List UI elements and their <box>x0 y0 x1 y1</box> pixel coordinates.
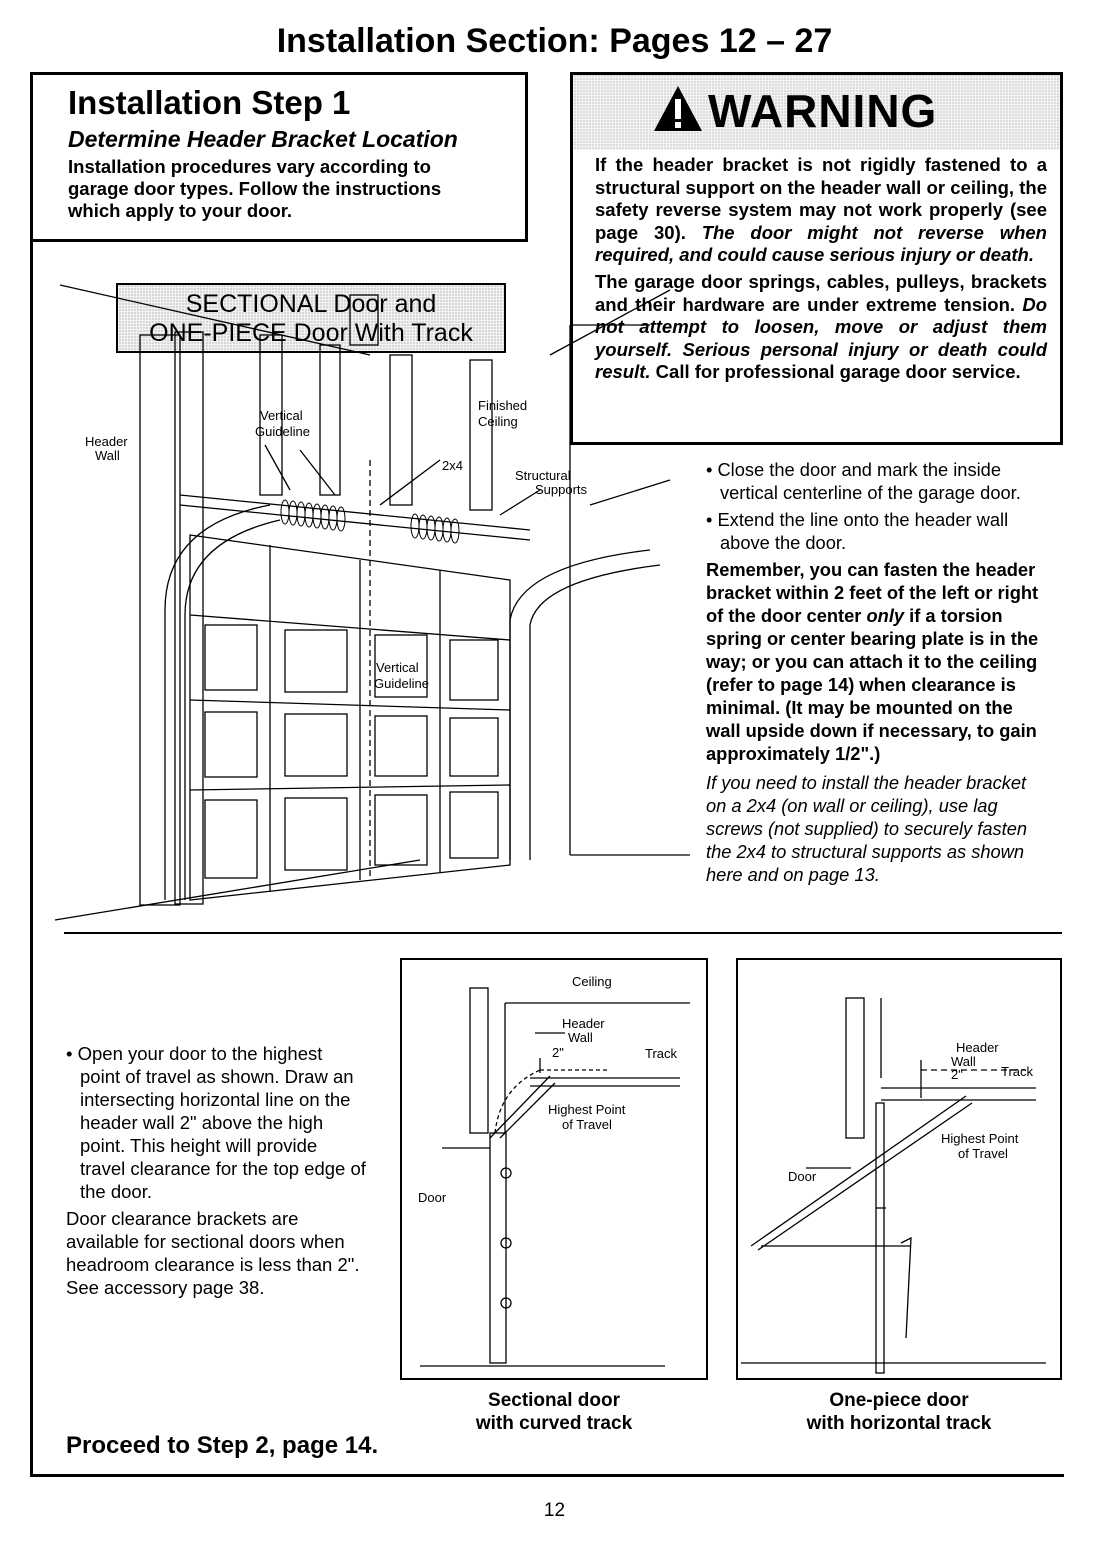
remember-only: only <box>866 605 905 626</box>
warning-p2-c: Call for professional garage door service. <box>650 361 1021 383</box>
sectional-banner-line2: ONE-PIECE Door With Track <box>149 319 473 347</box>
lag-screws-note: If you need to install the header bracket on a 2x4 (on wall or ceiling), use lag screws (not supplied) to securely fasten the 2x4 to structural supports as shown here and on page 13. <box>706 772 1028 885</box>
finished-ceiling-label: Finished <box>478 398 528 413</box>
step-subtitle: Determine Header Bracket Location <box>68 126 458 152</box>
one-piece-door-caption <box>736 1389 1062 1435</box>
warning-label: WARNING <box>708 85 938 137</box>
wall-label: Wall <box>951 1054 976 1069</box>
door-label: Door <box>418 1190 447 1205</box>
sectional-banner-line1: SECTIONAL Door and <box>185 290 437 318</box>
one-piece-caption-line2: with horizontal track <box>806 1413 992 1434</box>
track-label: Track <box>645 1046 678 1061</box>
extend-line-bullet: • Extend the line onto the header wall above the door. <box>706 509 1009 553</box>
of-travel-label: of Travel <box>562 1117 612 1132</box>
open-door-bullet: • Open your door to the highest point of travel as shown. Draw an intersecting horizontal line on the header wall 2" above the high point. This height will provide travel clearance for the top edge of the door. <box>66 1043 366 1202</box>
header-label: Header <box>562 1016 605 1031</box>
close-door-bullet: • Close the door and mark the inside vertical centerline of the garage door. <box>706 459 1021 503</box>
wall-label: Wall <box>568 1030 593 1045</box>
step-title: Installation Step 1 <box>68 84 351 121</box>
page-title: Installation Section: Pages 12 – 27 <box>276 22 833 60</box>
section-divider <box>64 932 1062 934</box>
two-by-four-label: 2x4 <box>442 458 463 473</box>
of-travel-label: of Travel <box>958 1146 1008 1161</box>
structural-supports-label-2: Supports <box>535 482 588 497</box>
sectional-door-diagram <box>400 958 708 1380</box>
one-piece-door-diagram <box>736 958 1062 1380</box>
remember-text-a: Remember, you can fasten the header bracket within 2 feet of the left or right of the door center <box>706 559 1039 626</box>
proceed-instruction: Proceed to Step 2, page 14. <box>66 1432 379 1459</box>
sectional-caption-line2: with curved track <box>475 1413 633 1434</box>
two-inch-label: 2" <box>552 1045 564 1060</box>
warning-triangle-icon <box>652 84 704 134</box>
highest-point-label: Highest Point <box>941 1131 1019 1146</box>
remember-paragraph <box>706 558 1051 765</box>
sectional-caption-line1: Sectional door <box>488 1390 620 1411</box>
warning-p1-b: The door might not reverse when required, and could cause serious injury or death. <box>595 221 1047 266</box>
bottom-border-rule <box>30 1474 1064 1477</box>
lower-left-text <box>66 1042 366 1299</box>
warning-p2-a: The garage door springs, cables, pulleys, brackets and their hardware are under extreme tension. <box>595 270 1047 315</box>
sectional-door-caption <box>400 1389 708 1435</box>
structural-supports-label: Structural <box>515 468 571 483</box>
garage-door-illustration <box>30 280 690 930</box>
header-wall-label-2: Wall <box>95 448 120 463</box>
remember-text-b: if a torsion spring or center bearing plate is in the way; or you can attach it to the ceiling (refer to page 14) when clearance is minimal. (It may be mounted on the wall upside down if necessary, to gain approximately 1/2".) <box>706 605 1039 764</box>
warning-p2-b: Do not attempt to loosen, move or adjust them yourself. Serious personal injury or death could result. <box>595 293 1047 383</box>
header-wall-label: Header <box>85 434 128 449</box>
finished-ceiling-label-2: Ceiling <box>478 414 518 429</box>
ceiling-label: Ceiling <box>572 974 612 989</box>
highest-point-label: Highest Point <box>548 1102 626 1117</box>
header-label: Header <box>956 1040 999 1055</box>
clearance-note: Door clearance brackets are available for sectional doors when headroom clearance is less than 2". See accessory page 38. <box>66 1208 360 1298</box>
warning-p1-a: If the header bracket is not rigidly fastened to a structural support on the header wall or ceiling, the safety reverse system may not work properly (see page 30). <box>595 154 1047 243</box>
vertical-guideline-door-label-2: Guideline <box>374 676 429 691</box>
vertical-guideline-door-label: Vertical <box>376 660 419 675</box>
vertical-guideline-top-label: Vertical <box>260 408 303 423</box>
two-inch-label: 2" <box>951 1067 963 1082</box>
one-piece-caption-line1: One-piece door <box>829 1390 969 1411</box>
door-label: Door <box>788 1169 817 1184</box>
track-label: Track <box>1001 1064 1034 1079</box>
right-column-text <box>706 458 1051 886</box>
vertical-guideline-top-label-2: Guideline <box>255 424 310 439</box>
step-intro: Installation procedures vary according to garage door types. Follow the instructions which apply to your door. <box>68 156 442 221</box>
page-number: 12 <box>543 1500 566 1521</box>
